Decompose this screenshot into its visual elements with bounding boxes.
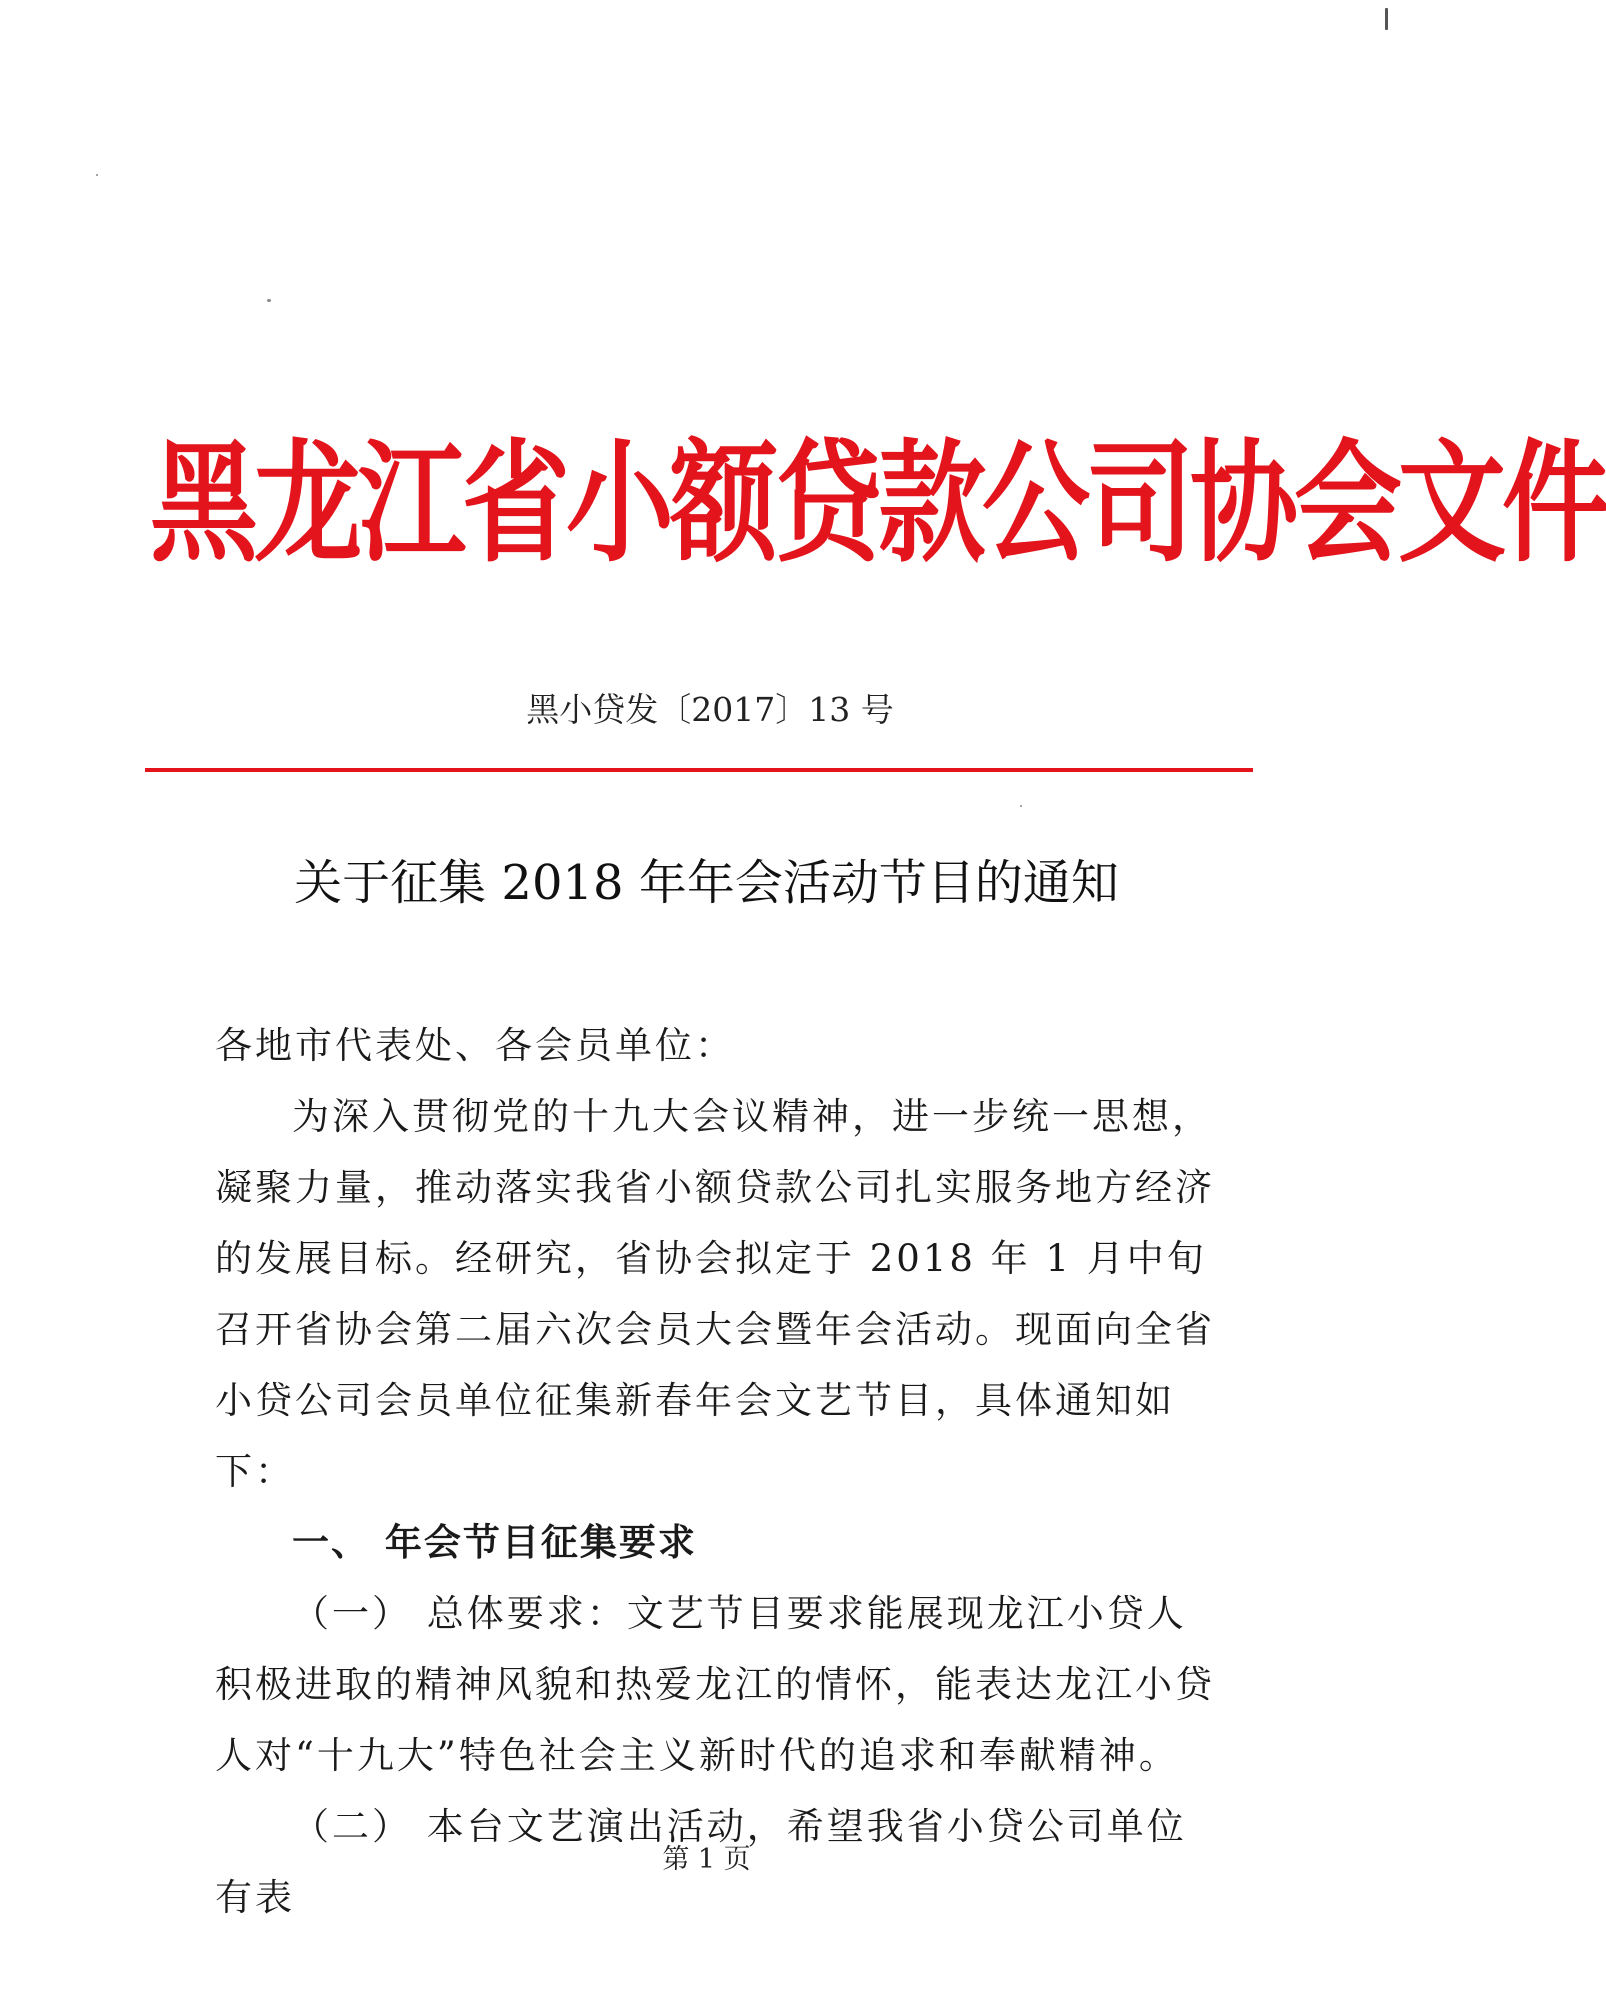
document-body [215, 1010, 1225, 1933]
red-divider-line [145, 768, 1253, 772]
scan-speck [96, 174, 98, 176]
requirement-item-2: （二） 本台文艺演出活动，希望我省小贷公司单位有表 [215, 1805, 1187, 1919]
notice-title: 关于征集 2018 年年会活动节目的通知 [294, 855, 1119, 911]
scan-speck [267, 299, 271, 302]
document-header-title: 黑龙江省小额贷款公司协会文件 [150, 428, 1606, 581]
intro-paragraph: 为深入贯彻党的十九大会议精神，进一步统一思想，凝聚力量，推动落实我省小额贷款公司扎实服务地方经济的发展目标。经研究，省协会拟定于 2018 年 1 月中旬召开省协会第二届六次会员大会暨年会活动。现面向全省小贷公司会员单位征集新春年会文艺节目，具体通知如下： [215, 1095, 1215, 1493]
section-heading: 一、 年会节目征集要求 [292, 1521, 697, 1564]
scan-mark [1385, 8, 1388, 30]
scan-speck [1020, 805, 1022, 807]
salutation: 各地市代表处、各会员单位： [215, 1024, 735, 1067]
requirement-item-1: （一） 总体要求：文艺节目要求能展现龙江小贷人积极进取的精神风貌和热爱龙江的情怀，能表达龙江小贷人对“十九大”特色社会主义新时代的追求和奉献精神。 [215, 1592, 1215, 1777]
document-number: 黑小贷发〔2017〕13 号 [526, 690, 894, 729]
page-number: 第 1 页 [662, 1844, 751, 1875]
